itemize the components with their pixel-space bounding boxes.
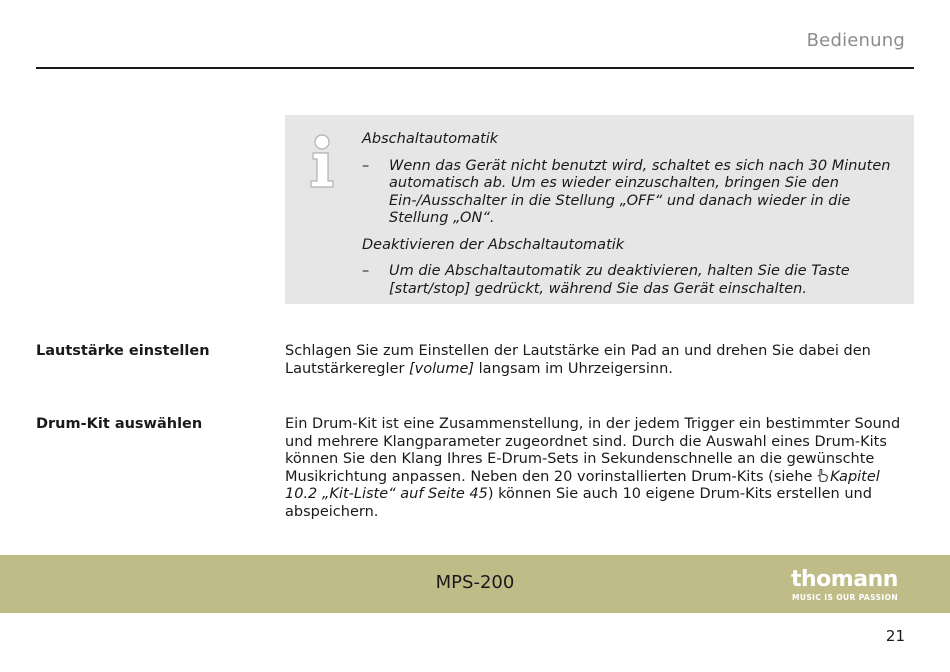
section-heading-volume: Lautstärke einstellen [36,343,210,359]
thomann-logo [791,567,911,603]
page-number: 21 [885,627,905,645]
body-text: Ein Drum-Kit ist eine Zusammenstellung, in der jedem Trigger ein bestimmter Sound und mehrere Klangparameter zugeordnet sind. Durch die Auswahl eines Drum-Kits können Sie den Klang Ihres E-Drum-Sets in Sekundenschnelle an die gewünschte Musikrichtung anpassen. Neben den 20 vorinstallierten Drum-Kits (siehe [285,416,901,485]
body-text: langsam im Uhrzeigersinn. [474,360,673,377]
list-dash: – [362,263,370,279]
info-heading-auto-off: Abschaltautomatik [362,131,499,147]
page-section-title: Bedienung [806,30,905,51]
info-heading-disable: Deaktivieren der Abschaltautomatik [362,236,625,253]
info-icon [307,133,341,189]
info-list-item [362,158,910,228]
pointing-hand-icon [817,469,828,482]
section-text-volume [285,343,915,378]
chapter-link[interactable]: Kapitel 10.2 „Kit-Liste“ auf Seite 45 [285,468,880,502]
body-text: ) können Sie auch 10 eigene Drum-Kits erstellen und abspeichern. [285,486,872,520]
control-name: [volume] [409,360,475,377]
body-text: Schlagen Sie zum Einstellen der Lautstärke ein Pad an und drehen Sie dabei den Lautstärkeregler [285,343,871,377]
info-box [285,115,914,304]
list-dash: – [362,157,370,174]
product-model: MPS-200 [435,572,515,593]
header-divider [36,67,914,69]
info-list-item [362,263,910,298]
section-heading-drumkit: Drum-Kit auswählen [36,416,203,432]
info-item-text: Um die Abschaltautomatik zu deaktivieren, halten Sie die Taste [start/stop] gedrückt, während Sie das Gerät einschalten. [389,263,850,297]
footer-bar [0,555,950,613]
section-text-drumkit [285,416,915,521]
info-item-text: Wenn das Gerät nicht benutzt wird, schaltet es sich nach 30 Minuten automatisch ab. Um es wieder einzuschalten, bringen Sie den Ein-/Ausschalter in die Stellung „OFF“ und danach wieder in die Stellung „ON“. [389,157,891,226]
brand-tagline: MUSIC IS OUR PASSION [792,593,899,602]
info-content [362,131,910,307]
brand-wordmark: thomann [791,567,898,592]
